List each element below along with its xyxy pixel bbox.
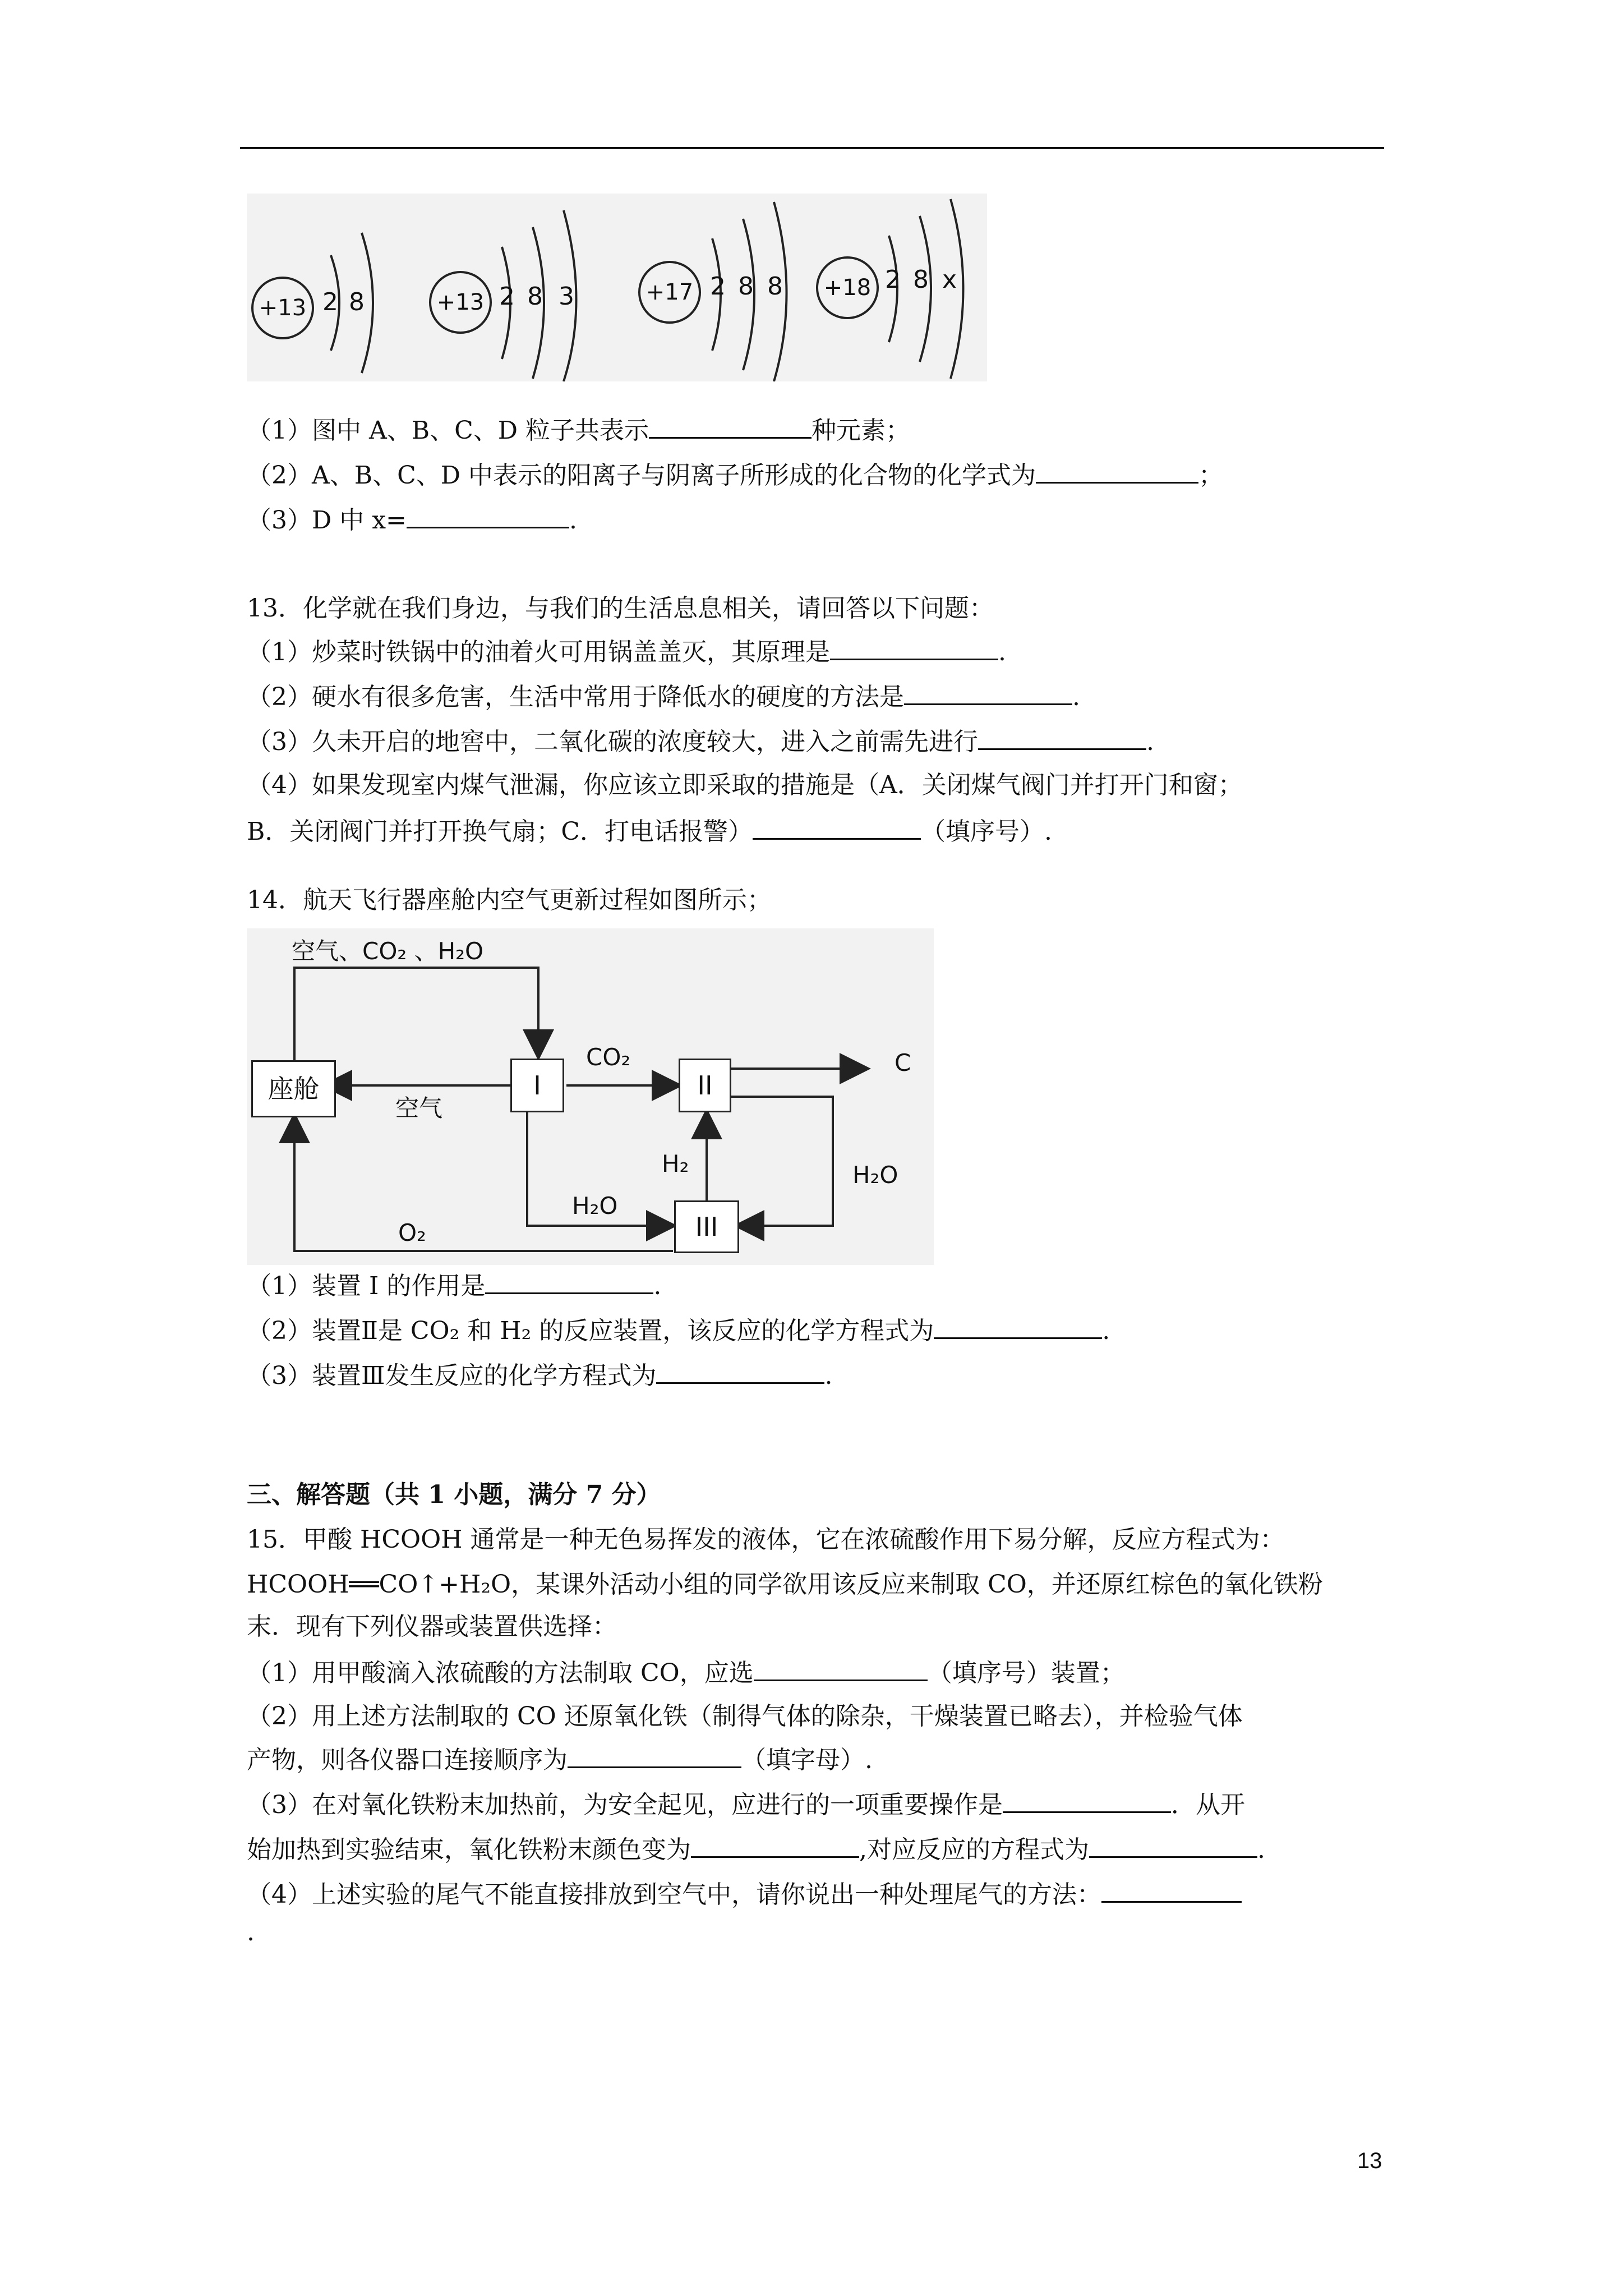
q15-line2: HCOOH══CO↑+H₂O，某课外活动小组的同学欲用该反应来制取 CO，并还原红棕色的氧化铁粉 [247, 1570, 1323, 1599]
atom-b-shell-1: 2 [499, 282, 515, 311]
q12-part1: （1）图中 A、B、C、D 粒子共表示 种元素； [247, 412, 910, 448]
q13-stem: 13．化学就在我们身边，与我们的生活息息相关，请回答以下问题： [247, 594, 994, 623]
atom-d-shell-1: 2 [885, 265, 901, 294]
answer-blank[interactable] [407, 502, 569, 528]
label-h2o-right: H₂O [852, 1161, 898, 1189]
q14-stem: 14．航天飞行器座舱内空气更新过程如图所示； [247, 886, 772, 914]
answer-blank[interactable] [656, 1358, 824, 1384]
answer-blank[interactable] [904, 679, 1072, 705]
q15-part1: （1）用甲酸滴入浓硫酸的方法制取 CO，应选 （填序号）装置； [247, 1655, 1125, 1690]
atom-b-shell-3: 3 [559, 282, 574, 311]
q13-part4b: B．关闭阀门并打开换气扇；C．打电话报警） （填序号）. [247, 813, 1052, 849]
device-1-box: I [510, 1059, 564, 1112]
page-number: 13 [1357, 2148, 1382, 2173]
atom-a-nucleus: +13 [251, 277, 314, 339]
atom-b-nucleus: +13 [429, 271, 492, 334]
atom-c-shell-2: 8 [738, 272, 754, 301]
atom-d-nucleus: +18 [816, 256, 879, 319]
q14-part3: （3）装置Ⅲ发生反应的化学方程式为 . [247, 1358, 832, 1393]
diagram-top-label: 空气、CO₂ 、H₂O [292, 937, 484, 965]
atom-a-shell-1: 2 [322, 288, 338, 316]
atom-c-shell-1: 2 [710, 272, 726, 301]
answer-blank[interactable] [1003, 1787, 1171, 1813]
answer-blank[interactable] [1101, 1876, 1242, 1903]
q15-part3b: 始加热到实验结束，氧化铁粉末颜色变为 ,对应反应的方程式为 . [247, 1832, 1265, 1867]
q15-part4: （4）上述实验的尾气不能直接排放到空气中，请你说出一种处理尾气的方法： [247, 1876, 1242, 1912]
q15-part3a: （3）在对氧化铁粉末加热前，为安全起见，应进行的一项重要操作是 ．从开 [247, 1787, 1245, 1822]
atom-a-shell-2: 8 [349, 288, 365, 316]
atom-c-nucleus: +17 [638, 261, 701, 324]
answer-blank[interactable] [753, 813, 921, 840]
q13-part3: （3）久未开启的地窖中，二氧化碳的浓度较大，进入之前需先进行 . [247, 724, 1154, 759]
label-air: 空气 [395, 1094, 443, 1122]
answer-blank[interactable] [691, 1832, 859, 1858]
label-h2o-bottom: H₂O [572, 1192, 618, 1220]
atom-structure-figure [247, 194, 987, 381]
cabin-box: 座舱 [251, 1060, 336, 1117]
q15-part4-end: . [247, 1918, 255, 1947]
answer-blank[interactable] [568, 1742, 741, 1768]
q15-part2a: （2）用上述方法制取的 CO 还原氧化铁（制得气体的除杂，干燥装置已略去），并检验气体 [247, 1702, 1243, 1731]
q15-part2b: 产物，则各仪器口连接顺序为 （填字母）. [247, 1742, 873, 1777]
q15-line3: 末．现有下列仪器或装置供选择： [247, 1612, 617, 1641]
label-c: C [895, 1049, 911, 1076]
air-renewal-diagram [247, 928, 934, 1265]
answer-blank[interactable] [830, 634, 998, 660]
label-h2: H₂ [662, 1150, 689, 1177]
q14-part1: （1）装置 I 的作用是 . [247, 1268, 661, 1303]
device-3-box: III [674, 1200, 739, 1253]
answer-blank[interactable] [978, 724, 1146, 750]
atom-b-shell-2: 8 [527, 282, 543, 311]
atom-d-shell-2: 8 [913, 265, 929, 294]
device-2-box: II [679, 1059, 731, 1112]
atom-d-shell-3: x [942, 265, 957, 294]
q13-part4a: （4）如果发现室内煤气泄漏，你应该立即采取的措施是（A．关闭煤气阀门并打开门和窗； [247, 771, 1243, 799]
label-co2: CO₂ [586, 1043, 631, 1071]
q15-line1: 15．甲酸 HCOOH 通常是一种无色易挥发的液体，它在浓硫酸作用下易分解，反应方程式为： [247, 1525, 1285, 1554]
q14-part2: （2）装置Ⅱ是 CO₂ 和 H₂ 的反应装置，该反应的化学方程式为 . [247, 1313, 1110, 1348]
answer-blank[interactable] [1036, 457, 1198, 484]
answer-blank[interactable] [1089, 1832, 1257, 1858]
q13-part2: （2）硬水有很多危害，生活中常用于降低水的硬度的方法是 . [247, 679, 1080, 714]
atom-c-shell-3: 8 [767, 272, 783, 301]
answer-blank[interactable] [649, 412, 811, 439]
answer-blank[interactable] [485, 1268, 653, 1294]
answer-blank[interactable] [934, 1313, 1102, 1339]
q12-part2: （2）A、B、C、D 中表示的阳离子与阴离子所形成的化合物的化学式为 ； [247, 457, 1223, 493]
q13-part1: （1）炒菜时铁锅中的油着火可用锅盖盖灭，其原理是 . [247, 634, 1006, 669]
section-3-heading: 三、解答题（共 1 小题，满分 7 分） [247, 1480, 661, 1509]
q12-part3: （3）D 中 x= . [247, 502, 577, 537]
header-rule [240, 147, 1384, 149]
label-o2: O₂ [398, 1219, 426, 1246]
answer-blank[interactable] [754, 1655, 928, 1681]
